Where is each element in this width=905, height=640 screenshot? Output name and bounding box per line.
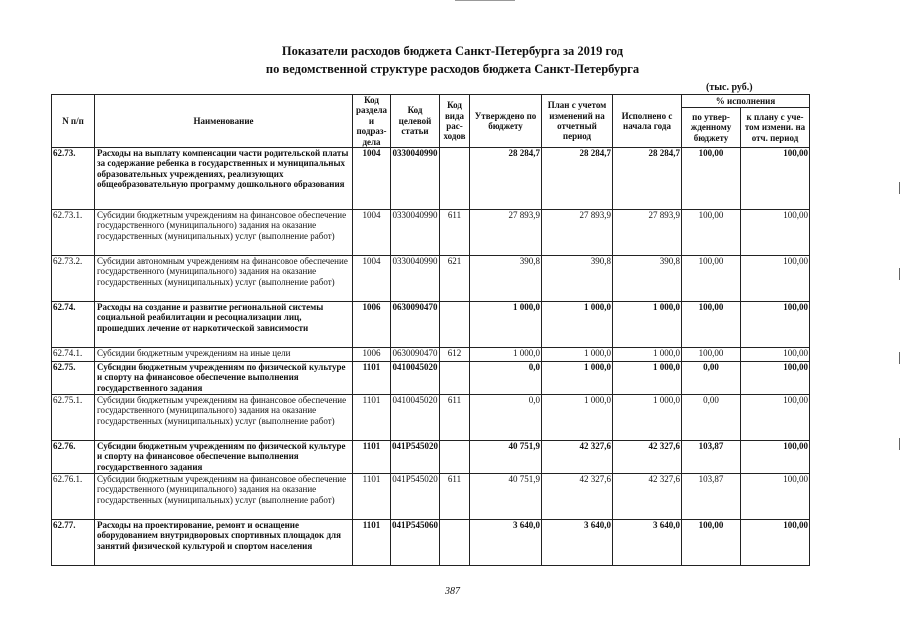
cell-plan: 3 640,0 bbox=[542, 520, 613, 566]
cell-target: 0630090470 bbox=[391, 302, 440, 348]
cell-razdel: 1006 bbox=[353, 302, 391, 348]
cell-name: Субсидии бюджетным учреждениям по физической культуре и спорту на финансовое обеспечение выполнения государственного задания bbox=[95, 362, 353, 395]
cell-num: 62.76.1. bbox=[52, 474, 95, 520]
cell-approved: 390,8 bbox=[470, 256, 542, 302]
cell-pct-approved: 100,00 bbox=[682, 520, 741, 566]
cell-num: 62.74. bbox=[52, 302, 95, 348]
cell-pct-plan: 100,00 bbox=[741, 302, 810, 348]
table-row bbox=[52, 362, 810, 395]
cell-target: 0330040990 bbox=[391, 256, 440, 302]
cell-razdel: 1101 bbox=[353, 395, 391, 441]
units-label: (тыс. руб.) bbox=[706, 82, 753, 93]
col-header-razdel: Код раздела и подраз-дела bbox=[353, 95, 391, 148]
cell-name: Субсидии бюджетным учреждениям на финансовое обеспечение государственного (муниципального) задания на оказание государственных (муниципальных) услуг (выполнение работ) bbox=[95, 210, 353, 256]
right-edge-mark bbox=[899, 268, 900, 280]
top-cut-mark bbox=[0, 0, 905, 1]
col-header-vid: Код вида рас-ходов bbox=[440, 95, 470, 148]
cell-pct-plan: 100,00 bbox=[741, 348, 810, 362]
cell-pct-approved: 0,00 bbox=[682, 395, 741, 441]
cell-done: 27 893,9 bbox=[613, 210, 682, 256]
cell-pct-approved: 100,00 bbox=[682, 210, 741, 256]
cell-target: 0410045020 bbox=[391, 395, 440, 441]
cell-razdel: 1004 bbox=[353, 148, 391, 210]
report-title: Показатели расходов бюджета Санкт-Петербурга за 2019 год bbox=[281, 44, 624, 58]
table-row bbox=[52, 474, 810, 520]
cell-razdel: 1101 bbox=[353, 520, 391, 566]
cell-vid: 621 bbox=[440, 256, 470, 302]
cell-plan: 42 327,6 bbox=[542, 474, 613, 520]
table-row bbox=[52, 210, 810, 256]
cell-plan: 390,8 bbox=[542, 256, 613, 302]
cell-pct-approved: 100,00 bbox=[682, 302, 741, 348]
cell-done: 1 000,0 bbox=[613, 302, 682, 348]
cell-num: 62.77. bbox=[52, 520, 95, 566]
cell-name: Субсидии автономным учреждениям на финансовое обеспечение государственного (муниципального) задания на оказание государственных (муниципальных) услуг (выполнение работ) bbox=[95, 256, 353, 302]
cell-done: 390,8 bbox=[613, 256, 682, 302]
cell-approved: 0,0 bbox=[470, 362, 542, 395]
cell-pct-approved: 0,00 bbox=[682, 362, 741, 395]
cell-num: 62.75. bbox=[52, 362, 95, 395]
col-header-pct-approved: по утвер-жденному бюджету bbox=[682, 108, 741, 148]
cell-approved: 40 751,9 bbox=[470, 474, 542, 520]
cell-approved: 40 751,9 bbox=[470, 441, 542, 474]
cell-razdel: 1101 bbox=[353, 441, 391, 474]
cell-pct-approved: 100,00 bbox=[682, 348, 741, 362]
table-row bbox=[52, 302, 810, 348]
cell-pct-plan: 100,00 bbox=[741, 395, 810, 441]
cell-plan: 42 327,6 bbox=[542, 441, 613, 474]
table-row bbox=[52, 520, 810, 566]
right-edge-mark bbox=[899, 182, 900, 194]
cell-done: 1 000,0 bbox=[613, 348, 682, 362]
cell-vid bbox=[440, 362, 470, 395]
col-header-pct-plan: к плану с уче-том измени. на отч. период bbox=[741, 108, 810, 148]
col-header-pct-group: % исполнения bbox=[682, 95, 810, 108]
cell-target: 0330040990 bbox=[391, 210, 440, 256]
cell-approved: 3 640,0 bbox=[470, 520, 542, 566]
cell-pct-plan: 100,00 bbox=[741, 474, 810, 520]
cell-done: 3 640,0 bbox=[613, 520, 682, 566]
cell-plan: 1 000,0 bbox=[542, 348, 613, 362]
col-header-num: N п/п bbox=[52, 95, 95, 148]
table-row bbox=[52, 395, 810, 441]
cell-approved: 1 000,0 bbox=[470, 302, 542, 348]
table-row bbox=[52, 441, 810, 474]
cell-pct-approved: 100,00 bbox=[682, 148, 741, 210]
right-edge-mark bbox=[899, 438, 900, 450]
col-header-approved: Утверждено по бюджету bbox=[470, 95, 542, 148]
cell-vid bbox=[440, 441, 470, 474]
cell-target: 0330040990 bbox=[391, 148, 440, 210]
cell-razdel: 1101 bbox=[353, 474, 391, 520]
cell-pct-plan: 100,00 bbox=[741, 256, 810, 302]
cell-pct-plan: 100,00 bbox=[741, 441, 810, 474]
cell-razdel: 1101 bbox=[353, 362, 391, 395]
page-number: 387 bbox=[445, 586, 460, 597]
cell-pct-plan: 100,00 bbox=[741, 362, 810, 395]
cell-razdel: 1004 bbox=[353, 256, 391, 302]
cell-vid: 611 bbox=[440, 474, 470, 520]
cell-num: 62.73.2. bbox=[52, 256, 95, 302]
cell-num: 62.75.1. bbox=[52, 395, 95, 441]
table-row bbox=[52, 348, 810, 362]
cell-plan: 28 284,7 bbox=[542, 148, 613, 210]
cell-razdel: 1006 bbox=[353, 348, 391, 362]
col-header-target: Код целевой статьи bbox=[391, 95, 440, 148]
cell-approved: 0,0 bbox=[470, 395, 542, 441]
cell-name: Субсидии бюджетным учреждениям на финансовое обеспечение государственного (муниципального) задания на оказание государственных (муниципальных) услуг (выполнение работ) bbox=[95, 395, 353, 441]
cell-approved: 1 000,0 bbox=[470, 348, 542, 362]
cell-name: Субсидии бюджетным учреждениям на финансовое обеспечение государственного (муниципального) задания на оказание государственных (муниципальных) услуг (выполнение работ) bbox=[95, 474, 353, 520]
expense-table bbox=[51, 94, 810, 566]
cell-pct-plan: 100,00 bbox=[741, 148, 810, 210]
cell-vid bbox=[440, 302, 470, 348]
cell-target: 0410045020 bbox=[391, 362, 440, 395]
cell-plan: 1 000,0 bbox=[542, 395, 613, 441]
col-header-plan: План с учетом изменений на отчетный период bbox=[542, 95, 613, 148]
cell-num: 62.73. bbox=[52, 148, 95, 210]
cell-vid: 611 bbox=[440, 210, 470, 256]
cell-approved: 27 893,9 bbox=[470, 210, 542, 256]
cell-pct-plan: 100,00 bbox=[741, 520, 810, 566]
cell-pct-approved: 103,87 bbox=[682, 441, 741, 474]
table-row bbox=[52, 148, 810, 210]
report-subtitle: по ведомственной структуре расходов бюджета Санкт-Петербурга bbox=[265, 62, 640, 76]
cell-done: 42 327,6 bbox=[613, 441, 682, 474]
cell-done: 1 000,0 bbox=[613, 395, 682, 441]
cell-name: Расходы на создание и развитие региональной системы социальной реабилитации и ресоциализации лиц, прошедших лечение от наркотической зависимости bbox=[95, 302, 353, 348]
cell-pct-approved: 103,87 bbox=[682, 474, 741, 520]
table-header-row bbox=[52, 95, 810, 108]
cell-vid bbox=[440, 148, 470, 210]
cell-plan: 1 000,0 bbox=[542, 362, 613, 395]
cell-done: 28 284,7 bbox=[613, 148, 682, 210]
cell-target: 041P545060 bbox=[391, 520, 440, 566]
cell-num: 62.74.1. bbox=[52, 348, 95, 362]
col-header-name: Наименование bbox=[95, 95, 353, 148]
cell-name: Расходы на проектирование, ремонт и оснащение оборудованием внутридворовых спортивных площадок для занятий физической культурой и спортом населения bbox=[95, 520, 353, 566]
col-header-done: Исполнено с начала года bbox=[613, 95, 682, 148]
cell-num: 62.76. bbox=[52, 441, 95, 474]
cell-name: Расходы на выплату компенсации части родительской платы за содержание ребенка в государственных и муниципальных образовательных учреждениях, реализующих общеобразовательную программу дошкольного образования bbox=[95, 148, 353, 210]
cell-approved: 28 284,7 bbox=[470, 148, 542, 210]
cell-name: Субсидии бюджетным учреждениям на иные цели bbox=[95, 348, 353, 362]
cell-vid: 611 bbox=[440, 395, 470, 441]
cell-vid: 612 bbox=[440, 348, 470, 362]
cell-plan: 27 893,9 bbox=[542, 210, 613, 256]
cell-num: 62.73.1. bbox=[52, 210, 95, 256]
cell-vid bbox=[440, 520, 470, 566]
cell-plan: 1 000,0 bbox=[542, 302, 613, 348]
cell-pct-plan: 100,00 bbox=[741, 210, 810, 256]
cell-pct-approved: 100,00 bbox=[682, 256, 741, 302]
cell-done: 1 000,0 bbox=[613, 362, 682, 395]
right-edge-mark bbox=[899, 352, 900, 364]
cell-done: 42 327,6 bbox=[613, 474, 682, 520]
table-row bbox=[52, 256, 810, 302]
cell-target: 0630090470 bbox=[391, 348, 440, 362]
cell-razdel: 1004 bbox=[353, 210, 391, 256]
cell-target: 041P545020 bbox=[391, 474, 440, 520]
cell-target: 041P545020 bbox=[391, 441, 440, 474]
cell-name: Субсидии бюджетным учреждениям по физической культуре и спорту на финансовое обеспечение выполнения государственного задания bbox=[95, 441, 353, 474]
